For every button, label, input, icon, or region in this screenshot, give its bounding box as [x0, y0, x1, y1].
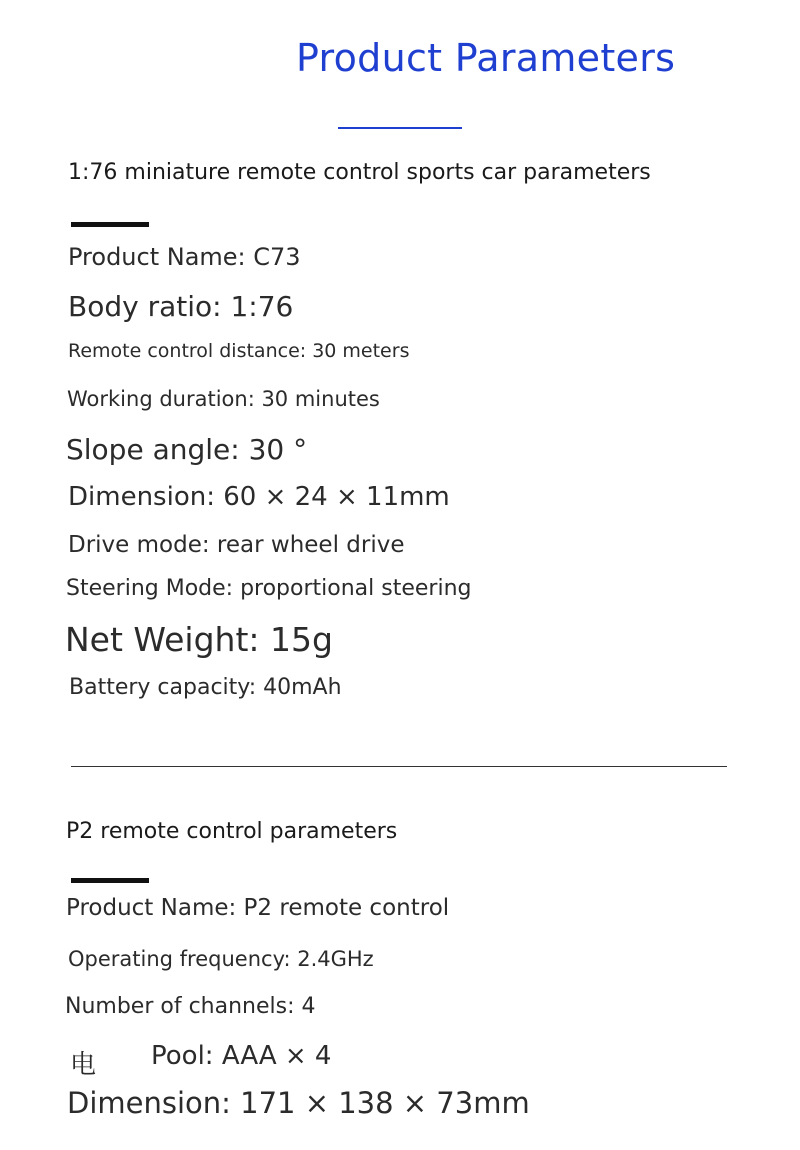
page-title: Product Parameters [296, 36, 676, 80]
section-divider [71, 766, 727, 767]
remote-channels: Number of channels: 4 [65, 994, 316, 1019]
title-underline [338, 127, 462, 129]
car-battery-capacity: Battery capacity: 40mAh [69, 675, 342, 700]
car-slope-angle: Slope angle: 30 ° [66, 433, 308, 466]
remote-battery-pool: Pool: AAA × 4 [151, 1041, 332, 1071]
car-product-name: Product Name: C73 [68, 243, 301, 271]
remote-operating-frequency: Operating frequency: 2.4GHz [68, 947, 374, 971]
car-remote-distance: Remote control distance: 30 meters [68, 340, 410, 362]
car-net-weight: Net Weight: 15g [65, 620, 333, 659]
car-section-heading: 1:76 miniature remote control sports car parameters [68, 160, 651, 185]
car-working-duration: Working duration: 30 minutes [67, 387, 380, 411]
car-body-ratio: Body ratio: 1:76 [68, 290, 294, 323]
remote-heading-bar [71, 878, 149, 883]
car-drive-mode: Drive mode: rear wheel drive [68, 532, 405, 558]
car-steering-mode: Steering Mode: proportional steering [66, 576, 472, 601]
remote-section-heading: P2 remote control parameters [66, 819, 398, 844]
remote-product-name: Product Name: P2 remote control [66, 895, 450, 921]
car-heading-bar [71, 222, 149, 227]
car-dimension: Dimension: 60 × 24 × 11mm [68, 482, 450, 512]
remote-dimension: Dimension: 171 × 138 × 73mm [67, 1086, 530, 1120]
remote-battery-char: 电 [70, 1050, 97, 1080]
